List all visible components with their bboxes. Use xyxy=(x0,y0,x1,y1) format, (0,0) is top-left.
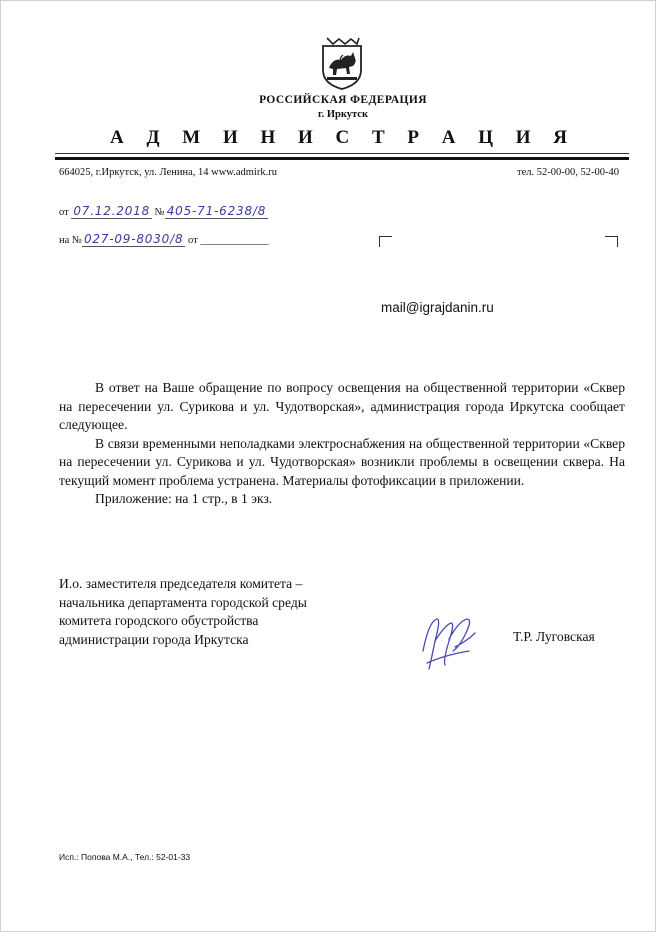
header-divider-thin xyxy=(55,153,629,154)
date-label: от xyxy=(59,207,69,218)
outgoing-date: 07.12.2018 xyxy=(73,204,151,218)
executor-contact: Исп.: Попова М.А., Тел.: 52-01-33 xyxy=(59,852,191,862)
reply-date-label: от xyxy=(188,235,198,246)
outgoing-number: 405-71-6238/8 xyxy=(166,204,267,218)
signatory-position xyxy=(59,575,307,649)
signatory-name: Т.Р. Луговская xyxy=(513,629,595,644)
incoming-date-blank: _____________ xyxy=(200,235,269,246)
city-coat-of-arms-icon xyxy=(319,36,365,90)
address-block-corner-right xyxy=(605,236,618,247)
position-line-3: комитета городского обустройства xyxy=(59,613,259,628)
country-name: РОССИЙСКАЯ ФЕДЕРАЦИЯ xyxy=(259,94,427,106)
city-name: г. Иркутск xyxy=(318,109,368,120)
organization-phones: тел. 52-00-00, 52-00-40 xyxy=(517,167,619,178)
attachment-note: Приложение: на 1 стр., в 1 экз. xyxy=(95,491,273,506)
incoming-reference xyxy=(59,232,269,247)
number-label: № xyxy=(154,207,165,218)
header-divider-thick xyxy=(55,157,629,160)
letter-body xyxy=(59,379,625,509)
recipient-email: mail@igrajdanin.ru xyxy=(381,300,494,315)
organization-address: 664025, г.Иркутск, ул. Ленина, 14 www.admirk.ru xyxy=(59,167,277,178)
incoming-number: 027-09-8030/8 xyxy=(83,232,184,246)
reply-number-label: на № xyxy=(59,235,82,246)
handwritten-signature xyxy=(415,611,481,673)
position-line-2: начальника департамента городской среды xyxy=(59,594,307,610)
position-line-1: И.о. заместителя председателя комитета – xyxy=(59,576,303,591)
address-block-corner-left xyxy=(379,236,392,247)
body-paragraph-2: В связи временными неполадками электроснабжения на общественной территории «Сквер на пересечении ул. Сурикова и ул. Чудотворская» возникли проблемы в освещении сквера. На текущий момент проблема устранена. Материалы фотофиксации в приложении. xyxy=(59,435,625,488)
outgoing-registration xyxy=(59,204,268,219)
body-paragraph-1: В ответ на Ваше обращение по вопросу освещения на общественной территории «Сквер на пересечении ул. Сурикова и ул. Чудотворская», администрация города Иркутска сообщает следующее. xyxy=(59,380,625,432)
organization-title: А Д М И Н И С Т Р А Ц И Я xyxy=(109,127,577,148)
position-line-4: администрации города Иркутска xyxy=(59,631,249,647)
